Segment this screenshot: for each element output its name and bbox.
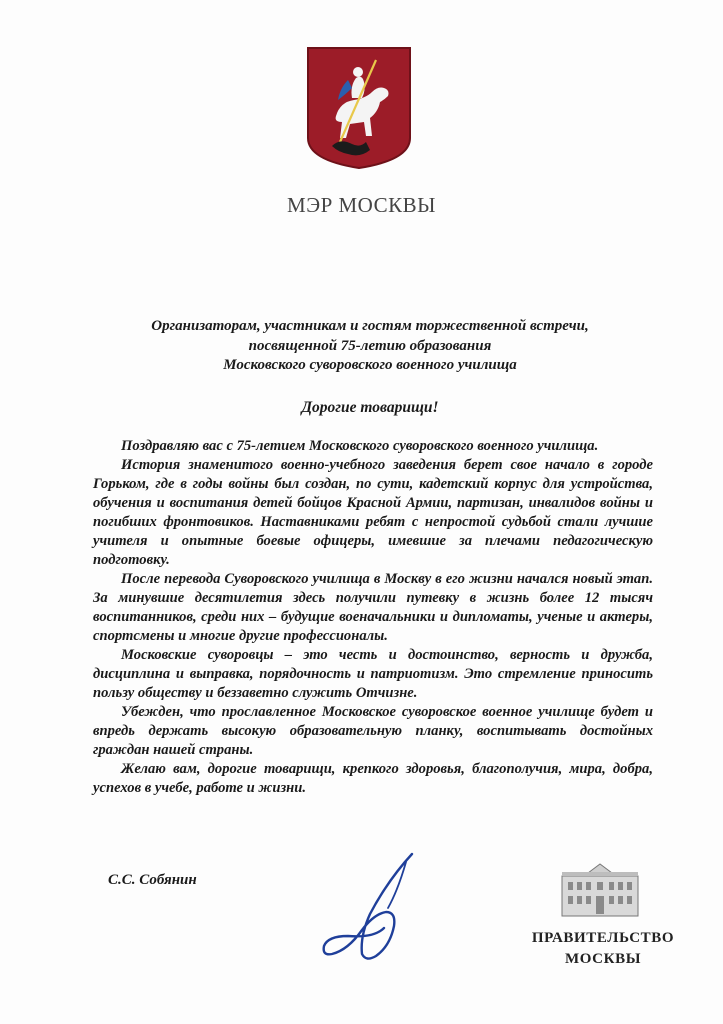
body-paragraph: История знаменитого военно-учебного заведения берет свое начало в городе Горьком, где в годы войны был создан, по сути, кадетский корпус для устройства, обучения и воспитания детей бойцов Красной Армии, партизан, инвалидов войны и погибших фронтовиков. Наставниками ребят с непростой судьбой стали лучшие учителя и опытные боевые офицеры, имевшие за плечами педагогическую подготовку. [93,457,653,568]
mayor-title: МЭР МОСКВЫ [287,193,436,217]
stamp-line: ПРАВИТЕЛЬСТВО [531,930,675,946]
addressee-line: Московского суворовского военного училища [223,357,517,373]
letter-body [93,437,653,798]
moscow-coat-of-arms-icon [306,46,412,170]
addressee-line: Организаторам, участникам и гостям торжественной встречи, [151,318,589,334]
addressee-line: посвященной 75-летию образования [248,337,492,354]
government-building-icon [560,858,640,918]
body-paragraph: Поздравляю вас с 75-летием Московского суворовского военного училища. [121,438,599,454]
body-paragraph: Московские суворовцы – это честь и достоинство, верность и дружба, дисциплина и выправка, порядочность и патриотизм. Это стремление приносить пользу обществу и беззаветно служить Отчизне. [93,647,653,701]
signatory-name: С.С. Собянин [108,872,197,888]
stamp-line: МОСКВЫ [564,951,642,967]
salutation: Дорогие товарищи! [301,399,439,416]
body-paragraph: После перевода Суворовского училища в Москву в его жизни начался новый этап. За минувшие десятилетия здесь получили путевку в жизнь более 12 тысяч воспитанников, среди них – будущие военачальники и дипломаты, ученые и актеры, спортсмены и многие другие профессионалы. [93,571,653,644]
handwritten-signature-icon [318,850,428,966]
body-paragraph: Убежден, что прославленное Московское суворовское военное училище будет и впредь держать высокую образовательную планку, воспитывать достойных граждан нашей страны. [93,704,653,758]
addressee [90,317,650,376]
body-paragraph: Желаю вам, дорогие товарищи, крепкого здоровья, благополучия, мира, добра, успехов в учебе, работе и жизни. [93,761,653,796]
government-stamp-label [528,928,678,970]
